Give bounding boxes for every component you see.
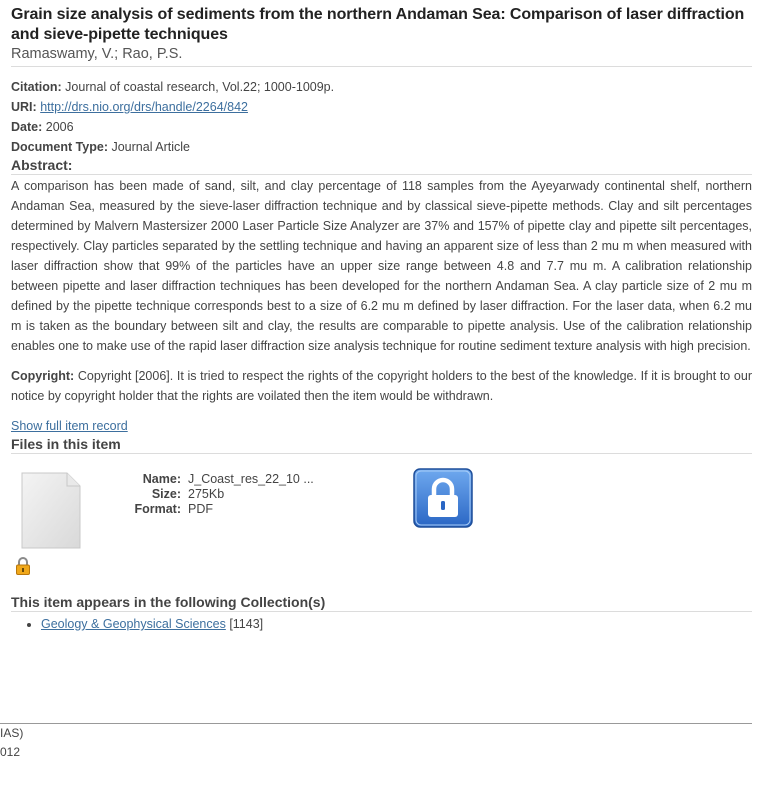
abstract-heading: Abstract: <box>11 157 752 175</box>
citation-row <box>11 77 752 97</box>
file-name-label: Name: <box>142 472 181 486</box>
document-thumbnail-icon[interactable] <box>21 472 81 549</box>
collections-heading: This item appears in the following Collection(s) <box>11 594 752 612</box>
show-full-record <box>11 416 752 436</box>
files-heading: Files in this item <box>11 436 752 454</box>
lock-small-icon <box>15 557 31 575</box>
citation-value: Journal of coastal research, Vol.22; 1000-1009p. <box>65 80 335 94</box>
item-view <box>11 5 752 632</box>
show-full-record-link[interactable]: Show full item record <box>11 419 128 433</box>
metadata-list <box>11 77 752 157</box>
footer <box>0 723 752 762</box>
lock-big-icon[interactable] <box>413 468 473 528</box>
copyright-block <box>11 366 752 406</box>
collections-list <box>11 616 752 632</box>
file-size-label: Size: <box>151 487 181 501</box>
file-format-value: PDF <box>188 502 213 516</box>
date-value: 2006 <box>45 120 74 134</box>
doctype-row <box>11 137 752 157</box>
collection-item <box>41 616 752 632</box>
file-entry <box>11 454 752 594</box>
collection-link[interactable]: Geology & Geophysical Sciences <box>41 617 226 631</box>
uri-link[interactable]: http://drs.nio.org/drs/handle/2264/842 <box>40 100 248 114</box>
uri-row <box>11 97 752 117</box>
doctype-value: Journal Article <box>111 140 190 154</box>
file-size-value: 275Kb <box>188 487 225 501</box>
abstract-text: A comparison has been made of sand, silt, and clay percentage of 118 samples from the Ayeyarwady continental shelf, northern Andaman Sea, measured by the sieve-laser diffraction technique and by classical sieve-pipette methods. Clay and silt percentages determined by Malvern Mastersizer 2000 Laser Particle Size Analyzer are 37% and 157% of pipette clay and pipette silt percentages, respectively. Clay particles separated by the settling technique and having an apparent size of less than 2 mu m when measured with laser diffraction show that 99% of the particles have an upper size range between 4.8 and 7.7 mu m. A calibration relationship between pipette and laser diffraction techniques has been developed for the northern Andaman Sea. A clay particle size of 2 mu m defined by the pipette technique corresponds best to a size of 6.2 mu m defined by laser diffraction. For the laser data, when 6.2 mu m is taken as the boundary between silt and clay, the results are comparable to pipette analysis. Use of the calibration relationship enables one to make use of the rapid laser diffraction size analysis technique for routine sediment texture analysis with high precision. <box>11 179 752 353</box>
file-name-value: J_Coast_res_22_10 ... <box>188 472 314 486</box>
copyright-text: Copyright [2006]. It is tried to respect the rights of the copyright holders to the best of the knowledge. If it is brought to our notice by copyright holder that the rights are voilated then the item would be withdrawn. <box>11 369 752 403</box>
file-info <box>91 472 314 517</box>
collection-count: [1143] <box>229 617 264 631</box>
footer-line-2: 012 <box>0 745 21 759</box>
doctype-label: Document Type: <box>11 140 108 154</box>
uri-label: URI: <box>11 100 37 114</box>
footer-line-1: IAS) <box>0 726 24 740</box>
item-title: Grain size analysis of sediments from the northern Andaman Sea: Comparison of laser diffraction and sieve-pipette techniques <box>11 6 745 43</box>
date-label: Date: <box>11 120 43 134</box>
file-name-row <box>91 472 314 487</box>
file-size-row <box>91 487 314 502</box>
file-format-row <box>91 502 314 517</box>
citation-label: Citation: <box>11 80 62 94</box>
item-authors: Ramaswamy, V.; Rao, P.S. <box>11 46 752 67</box>
date-row <box>11 117 752 137</box>
copyright-label: Copyright: <box>11 369 75 383</box>
file-format-label: Format: <box>134 502 181 516</box>
